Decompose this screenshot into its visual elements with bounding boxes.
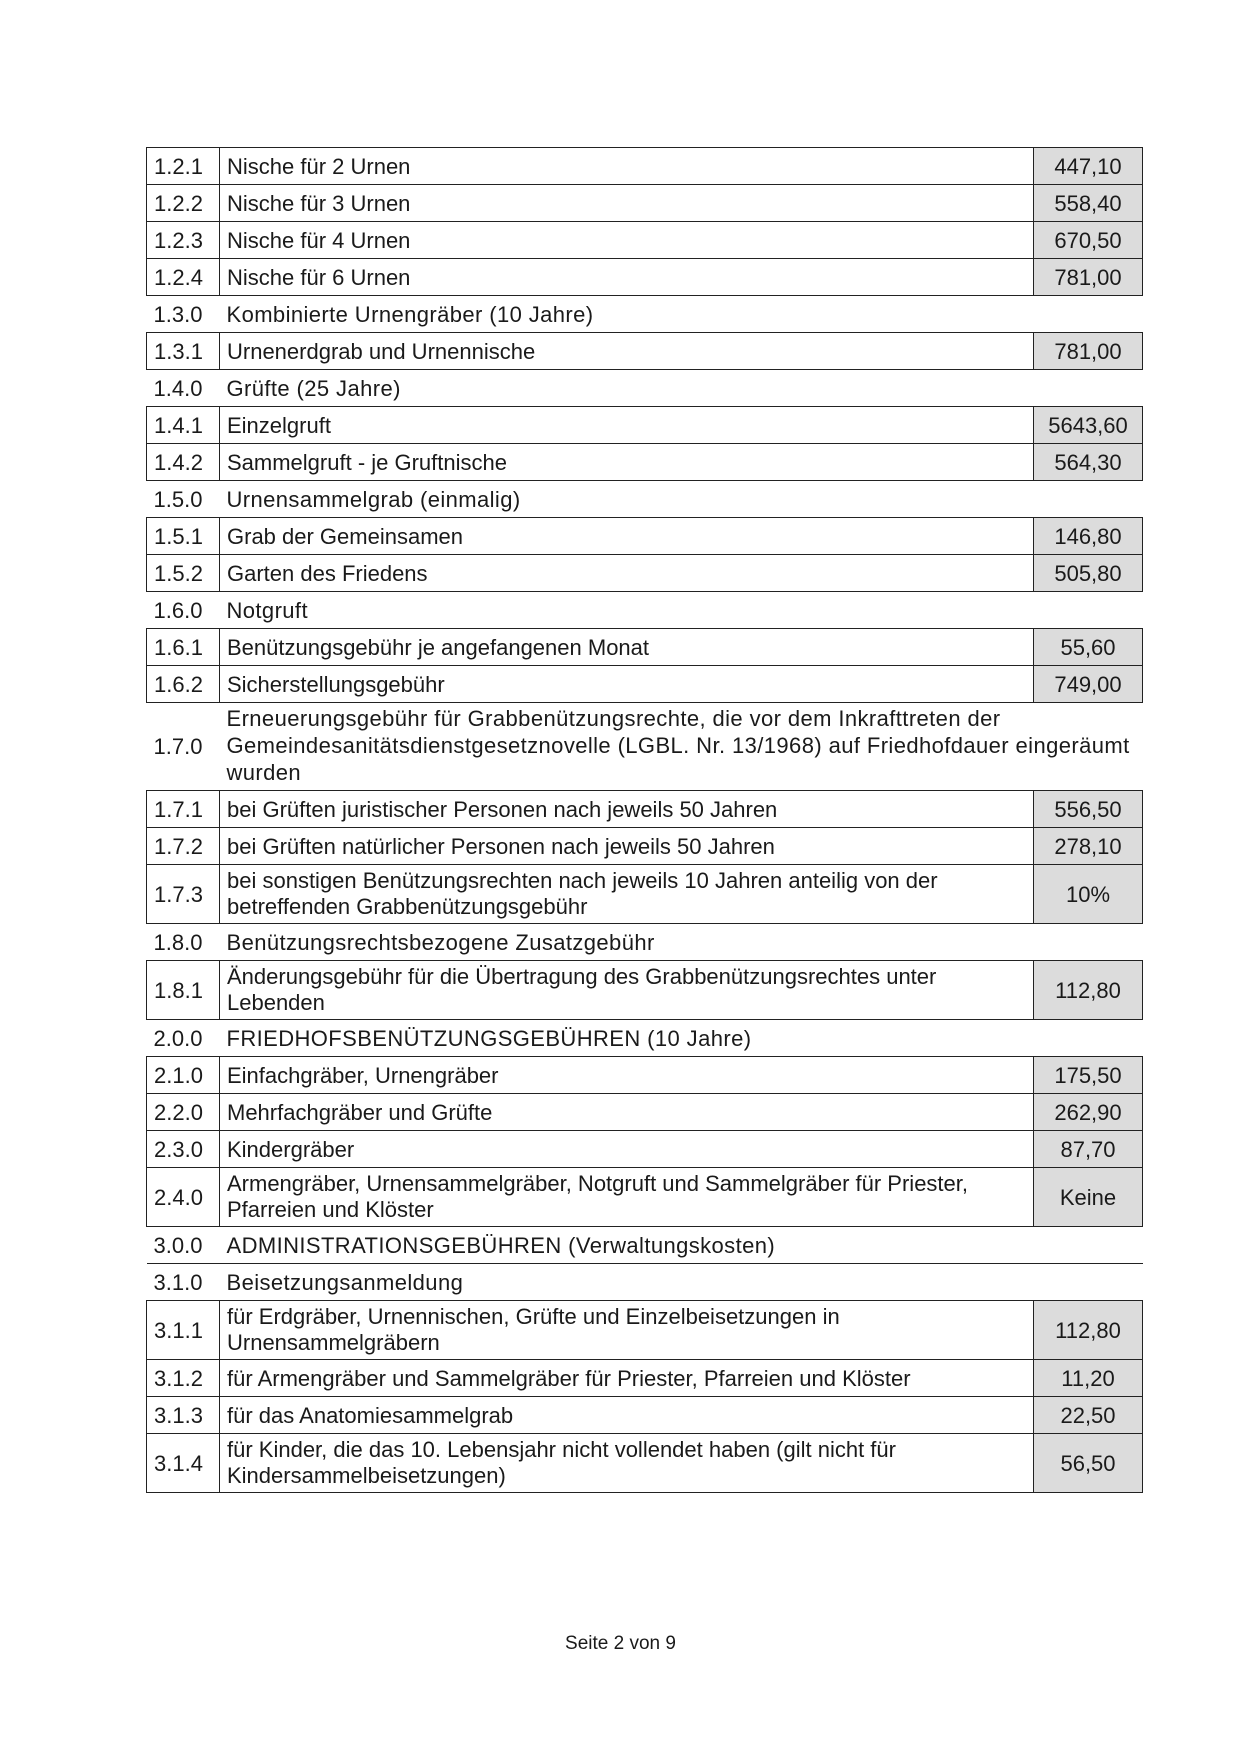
fee-row: [147, 1168, 1143, 1227]
fee-description: Nische für 6 Urnen: [220, 259, 1034, 296]
section-code: 3.1.0: [153, 1269, 203, 1295]
section-code: 1.4.0: [153, 375, 203, 401]
fee-code: 1.2.2: [147, 185, 220, 222]
fee-code: 1.8.1: [147, 961, 220, 1020]
section-code: 1.8.0: [153, 929, 203, 955]
fee-description: für Erdgräber, Urnennischen, Grüfte und Einzelbeisetzungen in Urnensammelgräbern: [220, 1301, 1034, 1360]
fee-row: [147, 1094, 1143, 1131]
fee-row: [147, 629, 1143, 666]
fee-code: 3.1.2: [147, 1360, 220, 1397]
fee-table-body: [147, 148, 1143, 1493]
section-code: 2.0.0: [153, 1025, 203, 1051]
section-title: Benützungsrechtsbezogene Zusatzgebühr: [226, 929, 655, 955]
fee-description: Nische für 3 Urnen: [220, 185, 1034, 222]
fee-amount: 749,00: [1034, 666, 1143, 703]
fee-row: [147, 1360, 1143, 1397]
section-title: FRIEDHOFSBENÜTZUNGSGEBÜHREN (10 Jahre): [226, 1025, 752, 1051]
fee-amount: 262,90: [1034, 1094, 1143, 1131]
fee-code: 1.2.3: [147, 222, 220, 259]
fee-amount: 558,40: [1034, 185, 1143, 222]
fee-code: 1.5.2: [147, 555, 220, 592]
fee-code: 2.1.0: [147, 1057, 220, 1094]
fee-row: [147, 791, 1143, 828]
fee-amount: 564,30: [1034, 444, 1143, 481]
section-heading-row: [147, 1264, 1143, 1301]
fee-description: Armengräber, Urnensammelgräber, Notgruft und Sammelgräber für Priester, Pfarreien und Klöster: [220, 1168, 1034, 1227]
fee-amount: 5643,60: [1034, 407, 1143, 444]
fee-description: Kindergräber: [220, 1131, 1034, 1168]
fee-amount: 56,50: [1034, 1434, 1143, 1493]
section-title: Notgruft: [226, 597, 308, 623]
fee-amount: 175,50: [1034, 1057, 1143, 1094]
fee-amount: 112,80: [1034, 1301, 1143, 1360]
section-heading-row: [147, 1227, 1143, 1264]
fee-code: 3.1.4: [147, 1434, 220, 1493]
fee-row: [147, 333, 1143, 370]
fee-amount: Keine: [1034, 1168, 1143, 1227]
section-title: Beisetzungsanmeldung: [226, 1269, 464, 1295]
fee-description: für Kinder, die das 10. Lebensjahr nicht vollendet haben (gilt nicht für Kindersammelbeisetzungen): [220, 1434, 1034, 1493]
fee-description: Nische für 2 Urnen: [220, 148, 1034, 185]
section-title: Kombinierte Urnengräber (10 Jahre): [226, 301, 594, 327]
fee-amount: 781,00: [1034, 333, 1143, 370]
fee-row: [147, 148, 1143, 185]
fee-code: 2.4.0: [147, 1168, 220, 1227]
fee-description: Sicherstellungsgebühr: [220, 666, 1034, 703]
fee-amount: 781,00: [1034, 259, 1143, 296]
fee-row: [147, 407, 1143, 444]
fee-amount: 112,80: [1034, 961, 1143, 1020]
section-title: Erneuerungsgebühr für Grabbenützungsrechte, die vor dem Inkrafttreten der Gemeindesanitätsdienstgesetznovelle (LGBL. Nr. 13/1968) auf Friedhofdauer eingeräumt wurden: [226, 706, 1130, 785]
fee-row: [147, 185, 1143, 222]
fee-row: [147, 828, 1143, 865]
fee-code: 2.3.0: [147, 1131, 220, 1168]
fee-code: 1.4.2: [147, 444, 220, 481]
fee-description: für das Anatomiesammelgrab: [220, 1397, 1034, 1434]
fee-description: Grab der Gemeinsamen: [220, 518, 1034, 555]
fee-description: Mehrfachgräber und Grüfte: [220, 1094, 1034, 1131]
fee-description: Garten des Friedens: [220, 555, 1034, 592]
fee-description: bei sonstigen Benützungsrechten nach jeweils 10 Jahren anteilig von der betreffenden Grabbenützungsgebühr: [220, 865, 1034, 924]
fee-amount: 278,10: [1034, 828, 1143, 865]
section-code: 3.0.0: [147, 1227, 220, 1264]
section-heading-row: [147, 1020, 1143, 1057]
fee-code: 1.6.2: [147, 666, 220, 703]
fee-amount: 10%: [1034, 865, 1143, 924]
page-number: Seite 2 von 9: [565, 1633, 676, 1654]
fee-description: bei Grüften natürlicher Personen nach jeweils 50 Jahren: [220, 828, 1034, 865]
fee-row: [147, 555, 1143, 592]
fee-code: 1.6.1: [147, 629, 220, 666]
fee-table: [146, 147, 1143, 1493]
fee-amount: 505,80: [1034, 555, 1143, 592]
fee-row: [147, 1131, 1143, 1168]
fee-code: 1.2.4: [147, 259, 220, 296]
section-heading-row: [147, 592, 1143, 629]
section-heading-row: [147, 370, 1143, 407]
fee-amount: 556,50: [1034, 791, 1143, 828]
section-heading-row: [147, 924, 1143, 961]
fee-row: [147, 666, 1143, 703]
fee-description: Nische für 4 Urnen: [220, 222, 1034, 259]
section-heading-row: [147, 703, 1143, 791]
fee-row: [147, 1057, 1143, 1094]
fee-code: 3.1.3: [147, 1397, 220, 1434]
fee-code: 1.7.1: [147, 791, 220, 828]
fee-amount: 55,60: [1034, 629, 1143, 666]
fee-description: Änderungsgebühr für die Übertragung des Grabbenützungsrechtes unter Lebenden: [220, 961, 1034, 1020]
fee-description: für Armengräber und Sammelgräber für Priester, Pfarreien und Klöster: [220, 1360, 1034, 1397]
section-code: 1.3.0: [153, 301, 203, 327]
section-code: 1.5.0: [153, 486, 203, 512]
section-title: Urnensammelgrab (einmalig): [226, 486, 521, 512]
fee-row: [147, 222, 1143, 259]
fee-description: bei Grüften juristischer Personen nach jeweils 50 Jahren: [220, 791, 1034, 828]
fee-row: [147, 1301, 1143, 1360]
fee-code: 3.1.1: [147, 1301, 220, 1360]
fee-row: [147, 1434, 1143, 1493]
section-title: Grüfte (25 Jahre): [226, 375, 401, 401]
fee-description: Benützungsgebühr je angefangenen Monat: [220, 629, 1034, 666]
section-heading-row: [147, 296, 1143, 333]
fee-code: 1.7.3: [147, 865, 220, 924]
fee-amount: 87,70: [1034, 1131, 1143, 1168]
fee-code: 1.7.2: [147, 828, 220, 865]
fee-code: 1.5.1: [147, 518, 220, 555]
fee-row: [147, 1397, 1143, 1434]
fee-row: [147, 518, 1143, 555]
section-code: 1.7.0: [153, 734, 203, 759]
fee-row: [147, 961, 1143, 1020]
fee-code: 1.3.1: [147, 333, 220, 370]
fee-code: 1.4.1: [147, 407, 220, 444]
fee-row: [147, 865, 1143, 924]
fee-description: Sammelgruft - je Gruftnische: [220, 444, 1034, 481]
fee-code: 2.2.0: [147, 1094, 220, 1131]
section-code: 1.6.0: [153, 597, 203, 623]
fee-row: [147, 444, 1143, 481]
fee-row: [147, 259, 1143, 296]
section-title: ADMINISTRATIONSGEBÜHREN (Verwaltungskosten): [220, 1227, 1143, 1264]
fee-description: Einzelgruft: [220, 407, 1034, 444]
fee-amount: 146,80: [1034, 518, 1143, 555]
fee-amount: 11,20: [1034, 1360, 1143, 1397]
section-heading-row: [147, 481, 1143, 518]
fee-amount: 22,50: [1034, 1397, 1143, 1434]
fee-amount: 447,10: [1034, 148, 1143, 185]
fee-code: 1.2.1: [147, 148, 220, 185]
fee-description: Einfachgräber, Urnengräber: [220, 1057, 1034, 1094]
fee-description: Urnenerdgrab und Urnennische: [220, 333, 1034, 370]
fee-amount: 670,50: [1034, 222, 1143, 259]
